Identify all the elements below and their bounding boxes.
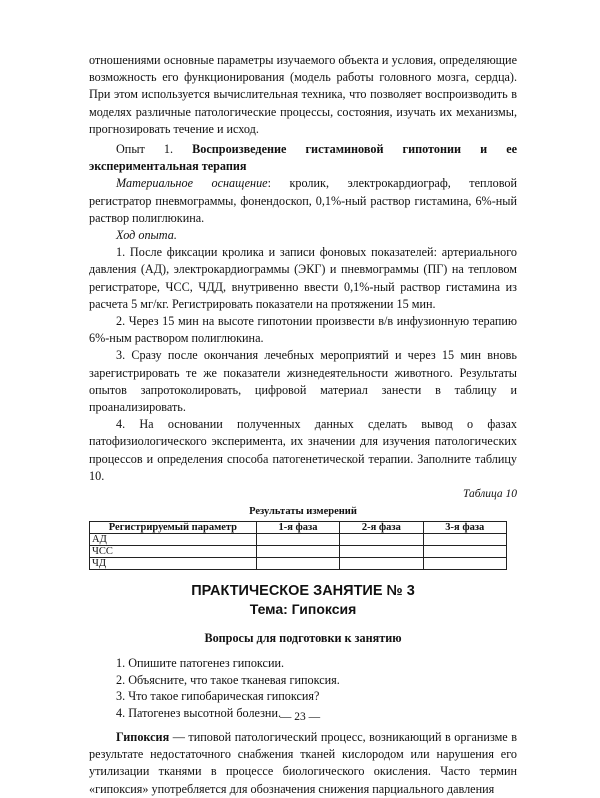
table-title: Результаты измерений (249, 506, 357, 518)
definition-text: — типовой патологический процесс, возникающий в организме в результате недостаточного снабжения тканей кислородом или нарушения его утилизации тканями в процессе биологического окисления. Часто термин «гипоксия» употребляется для обозначения снижения парциального давления (89, 730, 517, 796)
table-row-label: АД (90, 534, 257, 546)
page-number: — 23 — (279, 711, 321, 723)
table-cell (256, 534, 339, 546)
table-row (90, 534, 507, 546)
question-item: 4. Патогенез высотной болезни. (116, 705, 282, 720)
table-cell (256, 546, 339, 558)
experiment-heading (89, 141, 517, 175)
question-item: 3. Что такое гипобарическая гипоксия? (116, 689, 320, 704)
section-title: ПРАКТИЧЕСКОЕ ЗАНЯТИЕ № 3 (191, 583, 415, 600)
table-cell (256, 558, 339, 570)
materials-text: : кролик, электрокардиограф, тепловой регистратор пневмограммы, фонендоскоп, 0,1%-ный раствор гистамина, 6%-ный раствор полиглюкина. (89, 176, 517, 225)
table-header-param: Регистрируемый параметр (90, 522, 257, 534)
experiment-title: Воспроизведение гистаминовой гипотонии и ее экспериментальная терапия (89, 142, 518, 174)
step-3: 3. Сразу после окончания лечебных мероприятий и через 15 мин вновь зарегистрировать те же показатели жизнедеятельности животного. Результаты опытов запротоколировать, цифровой материал занести в таблицу и проанализировать. (89, 348, 517, 415)
materials-label: Материальное оснащение (116, 176, 268, 191)
section-topic: Тема: Гипоксия (249, 601, 357, 618)
table-number: Таблица 10 (462, 488, 517, 501)
experiment-label: Опыт 1. (116, 142, 174, 157)
definition-paragraph (89, 729, 517, 798)
table-row (90, 558, 507, 570)
results-table (89, 521, 507, 570)
table-cell (340, 546, 423, 558)
table-row (90, 546, 507, 558)
page-content (89, 52, 517, 798)
table-cell (423, 558, 506, 570)
table-header-phase1: 1-я фаза (256, 522, 339, 534)
procedure-label: Ход опыта. (116, 228, 177, 243)
table-header-phase3: 3-я фаза (423, 522, 506, 534)
table-cell (423, 546, 506, 558)
intro-paragraph: отношениями основные параметры изучаемого объекта и условия, определяющие возможность его функционирования (модель работы головного мозга, сердца). При этом используется вычислительная техника, что позволяет воспроизводить в моделях различные патологические процессы, состояния, изучать их механизмы, прогнозировать течение и исход. (89, 53, 517, 136)
question-item: 1. Опишите патогенез гипоксии. (116, 656, 285, 671)
questions-heading: Вопросы для подготовки к занятию (204, 631, 402, 646)
table-cell (340, 534, 423, 546)
materials-paragraph (89, 175, 517, 227)
definition-term: Гипоксия (116, 730, 170, 745)
table-row-label: ЧСС (90, 546, 257, 558)
step-2: 2. Через 15 мин на высоте гипотонии произвести в/в инфузионную терапию 6%-ным раствором полиглюкина. (89, 314, 517, 346)
table-cell (340, 558, 423, 570)
table-header-phase2: 2-я фаза (340, 522, 423, 534)
question-item: 2. Объясните, что такое тканевая гипоксия. (116, 672, 340, 687)
step-4: 4. На основании полученных данных сделать вывод о фазах патофизиологического эксперимента, их значении для изучения патологических процессов и определения способа патогенетической терапии. Заполните таблицу 10. (89, 417, 517, 483)
table-header-row (90, 522, 507, 534)
table-row-label: ЧД (90, 558, 257, 570)
table-cell (423, 534, 506, 546)
step-1: 1. После фиксации кролика и записи фоновых показателей: артериального давления (АД), электрокардиограммы (ЭКГ) и пневмограммы (ПГ) на тепловом регистраторе, ЧСС, ЧДД, внутривенно ввести 0,1%-ный раствор гистамина из расчета 5 мг/кг. Регистрировать показатели на протяжении 15 мин. (89, 245, 517, 311)
